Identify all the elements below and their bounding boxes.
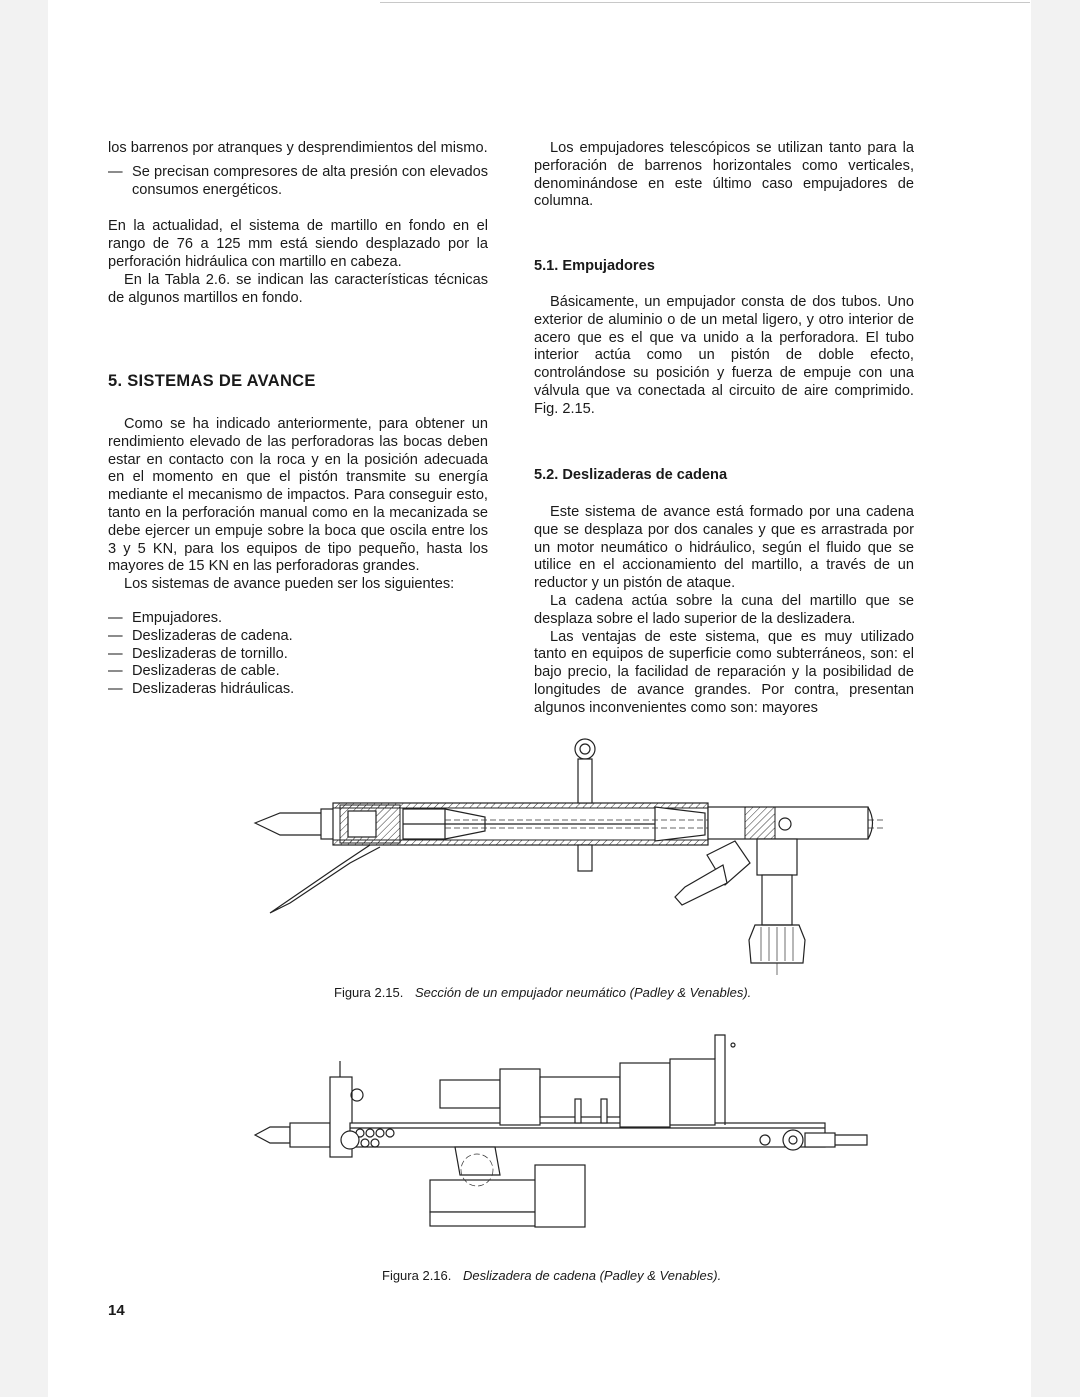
list-sistemas-avance (108, 610, 488, 699)
list-item: — Deslizaderas de tornillo. (108, 646, 488, 664)
list-item: — Deslizaderas de cable. (108, 663, 488, 681)
paragraph-ventajas: Las ventajas de este sistema, que es muy utilizado tanto en equipos de superficie como subterráneos, son: el bajo precio, la facilidad de reparación y la posibilidad de longitudes de avance grandes. Por contra, presentan algunos inconvenientes como son: mayores (534, 628, 914, 716)
bullet-compresores: — Se precisan compresores de alta presión con elevados consumos energéticos. (108, 164, 488, 200)
caption-text: Sección de un empujador neumático (Padley & Venables). (415, 985, 752, 1000)
left-column-top (108, 140, 488, 307)
list-item: — Deslizaderas de cadena. (108, 628, 488, 646)
section-heading-sistemas-avance: 5. SISTEMAS DE AVANCE (108, 372, 316, 390)
figure-deslizadera-cadena (245, 1025, 885, 1240)
right-column-top (534, 140, 914, 211)
paragraph-basicamente: Básicamente, un empujador consta de dos tubos. Uno exterior de aluminio o de un metal ligero, y otro interior de acero que es el que va unido a la perforadora. El tubo interior actúa como un pistón de doble efecto, controlándose su posición y fuerza de empuje con una válvula que va conectada al circuito de aire comprimido. Fig. 2.15. (534, 294, 914, 417)
paragraph-barrenos: los barrenos por atranques y desprendimientos del mismo. (108, 140, 488, 156)
subheading-deslizaderas-cadena: 5.2. Deslizaderas de cadena (534, 467, 728, 483)
paragraph-cuna: La cadena actúa sobre la cuna del martillo que se desplaza sobre el lado superior de la deslizadera. (534, 592, 914, 627)
right-column-cadena (534, 504, 914, 718)
page-number: 14 (108, 1302, 125, 1319)
paragraph-telescopicos: Los empujadores telescópicos se utilizan tanto para la perforación de barrenos horizontales como verticales, denominándose en este último caso empujadores de columna. (534, 140, 914, 210)
list-item: — Empujadores. (108, 610, 488, 628)
paragraph-actualidad: En la actualidad, el sistema de martillo en fondo en el rango de 76 a 125 mm está siendo desplazado por la perforación hidráulica con martillo en cabeza. (108, 218, 488, 270)
top-rule (380, 2, 1030, 3)
left-column-bottom (108, 416, 488, 699)
right-column-empujadores (534, 294, 914, 419)
caption-label: Figura 2.16. (382, 1268, 452, 1283)
paragraph-tabla: En la Tabla 2.6. se indican las características técnicas de algunos martillos en fondo. (108, 271, 488, 306)
figure-caption-2-16 (382, 1268, 721, 1283)
paragraph-cadena: Este sistema de avance está formado por una cadena que se desplaza por dos canales y que es arrastrada por un motor neumático o hidráulico, según el fluido que se utilice en el accionamiento del martillo, a través de un reductor y un pistón de ataque. (534, 504, 914, 592)
caption-label: Figura 2.15. (334, 985, 404, 1000)
subheading-empujadores: 5.1. Empujadores (534, 258, 655, 274)
figure-caption-2-15 (334, 985, 751, 1000)
figure-empujador-neumatico (245, 735, 885, 975)
paragraph-sistemas: Los sistemas de avance pueden ser los siguientes: (124, 576, 455, 593)
paragraph-como: Como se ha indicado anteriormente, para obtener un rendimiento elevado de las perforadoras las bocas deben estar en contacto con la roca y en la posición adecuada en el momento en que el pistón transmite su energía mediante el mecanismo de impactos. Para conseguir esto, tanto en la perforación manual como en la mecanizada se debe ejercer un empuje sobre la boca que oscila entre los 3 y 5 KN, para los equipos de tipo pequeño, hasta los mayores de 15 KN en las perforadoras grandes. (108, 416, 488, 575)
caption-text: Deslizadera de cadena (Padley & Venables). (463, 1268, 722, 1283)
list-item: — Deslizaderas hidráulicas. (108, 681, 488, 699)
